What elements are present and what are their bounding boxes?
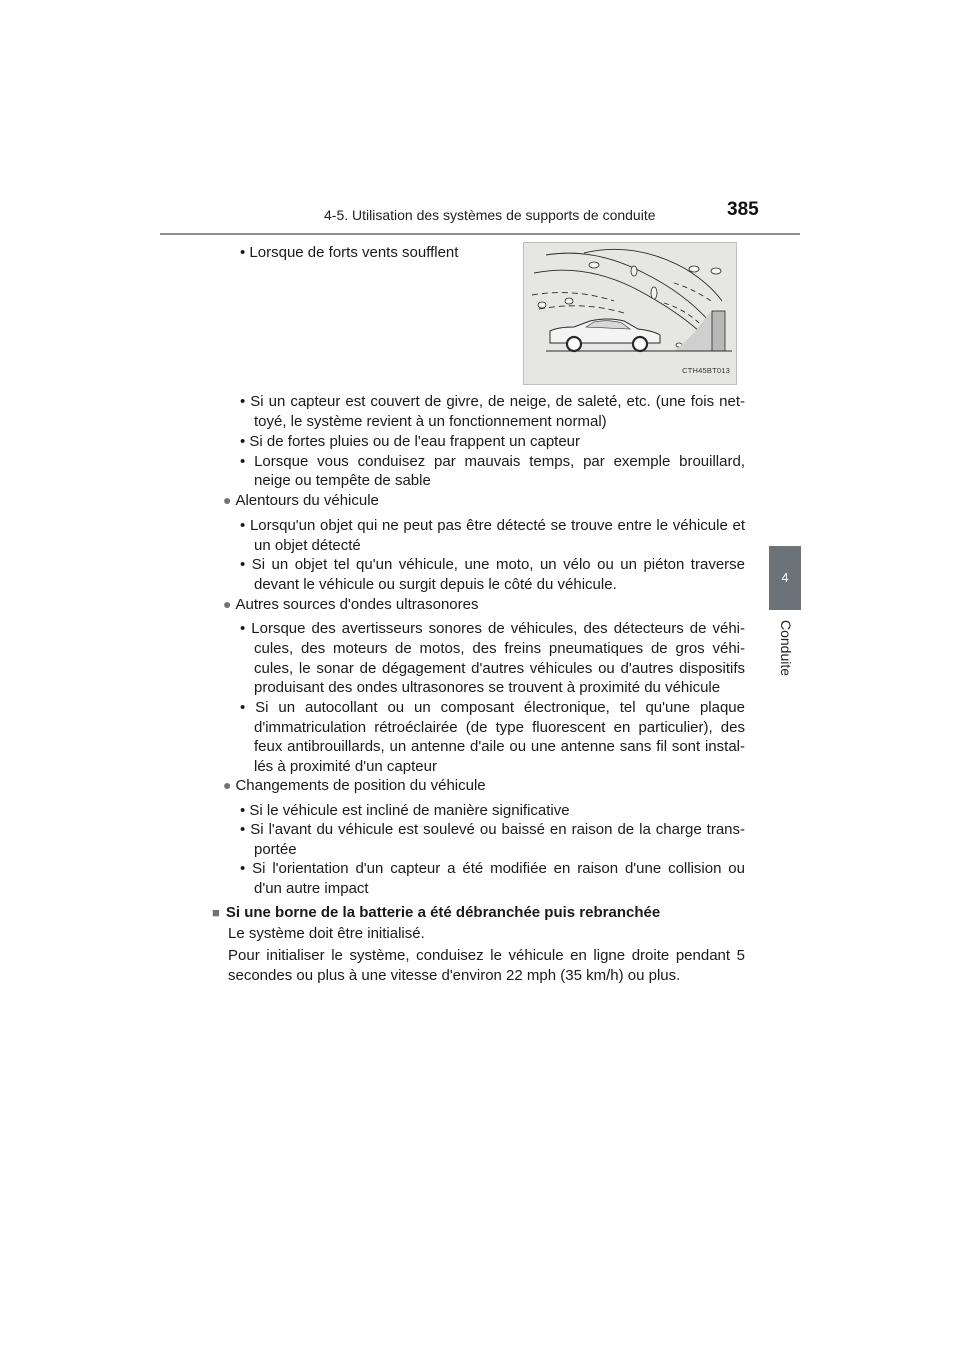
- list-item-cont: devant le véhicule ou surgit depuis le côté du véhicule.: [254, 576, 617, 593]
- list-item: • Lorsqu'un objet qui ne peut pas être détecté se trouve entre le véhicule et: [240, 517, 745, 534]
- section-title: 4-5. Utilisation des systèmes de supports de conduite: [324, 207, 656, 223]
- list-item-cont: portée: [254, 841, 297, 858]
- list-item-cont: un objet détecté: [254, 537, 361, 554]
- list-item: • Si l'avant du véhicule est soulevé ou baissé en raison de la charge trans-: [240, 821, 745, 838]
- list-item: • Si un autocollant ou un composant électronique, tel qu'une plaque: [240, 699, 745, 716]
- list-item-cont: d'un autre impact: [254, 880, 369, 897]
- bullet-dot-icon: ●: [223, 596, 232, 612]
- list-item-cont: toyé, le système revient à un fonctionnement normal): [254, 413, 607, 430]
- figure-code: CTH45BT013: [682, 366, 730, 376]
- list-item: • Si un capteur est couvert de givre, de neige, de saleté, etc. (une fois net-: [240, 393, 745, 410]
- list-item: • Lorsque des avertisseurs sonores de véhicules, des détecteurs de véhi-: [240, 620, 745, 637]
- list-item-cont: produisant des ondes ultrasonores se trouvent à proximité du véhicule: [254, 679, 721, 696]
- page-number: 385: [727, 199, 759, 220]
- square-bullet-icon: ■: [212, 905, 220, 920]
- list-item: • Si un objet tel qu'un véhicule, une moto, un vélo ou un piéton traverse: [240, 556, 745, 573]
- list-item: • Si l'orientation d'un capteur a été modifiée en raison d'une collision ou: [240, 860, 745, 877]
- section-heading-battery: [212, 903, 660, 923]
- subheading-text: Alentours du véhicule: [235, 492, 379, 509]
- list-item-cont: lés à proximité d'un capteur: [254, 758, 437, 775]
- list-item-cont: cules, des moteurs de motos, des freins pneumatiques de gros véhi-: [254, 640, 745, 657]
- chapter-label-text: Conduite: [777, 620, 794, 677]
- chapter-tab: 4: [769, 546, 801, 610]
- paragraph: Pour initialiser le système, conduisez le véhicule en ligne droite pendant 5: [228, 947, 745, 964]
- paragraph-cont: secondes ou plus à une vitesse d'environ 22 mph (35 km/h) ou plus.: [228, 967, 681, 984]
- list-item-cont: feux antibrouillards, un antenne d'aile ou une antenne sans fil sont instal-: [254, 738, 745, 755]
- list-item: • Lorsque vous conduisez par mauvais temps, par exemple brouillard,: [240, 453, 745, 470]
- chapter-label: [773, 620, 797, 700]
- list-item: • Si de fortes pluies ou de l'eau frappent un capteur: [240, 433, 581, 450]
- subheading-alentours: [223, 491, 379, 511]
- bullet-dot-icon: ●: [223, 777, 232, 793]
- subheading-text: Autres sources d'ondes ultrasonores: [235, 596, 479, 613]
- paragraph: Le système doit être initialisé.: [228, 925, 425, 942]
- list-item: • Si le véhicule est incliné de manière significative: [240, 802, 570, 819]
- list-item: • Lorsque de forts vents soufflent: [240, 244, 459, 261]
- section-heading-text: Si une borne de la batterie a été débranchée puis rebranchée: [225, 904, 661, 921]
- subheading-position: [223, 776, 486, 796]
- subheading-text: Changements de position du véhicule: [235, 777, 486, 794]
- subheading-sources: [223, 595, 478, 615]
- list-item-cont: cules, le sonar de dégagement d'autres véhicules ou d'autres dispositifs: [254, 660, 745, 677]
- header-divider: [160, 233, 800, 235]
- wind-illustration: [523, 242, 737, 385]
- list-item-cont: neige ou tempête de sable: [254, 472, 431, 489]
- bullet-dot-icon: ●: [223, 492, 232, 508]
- list-item-cont: d'immatriculation rétroéclairée (de type fluorescent en particulier), des: [254, 719, 745, 736]
